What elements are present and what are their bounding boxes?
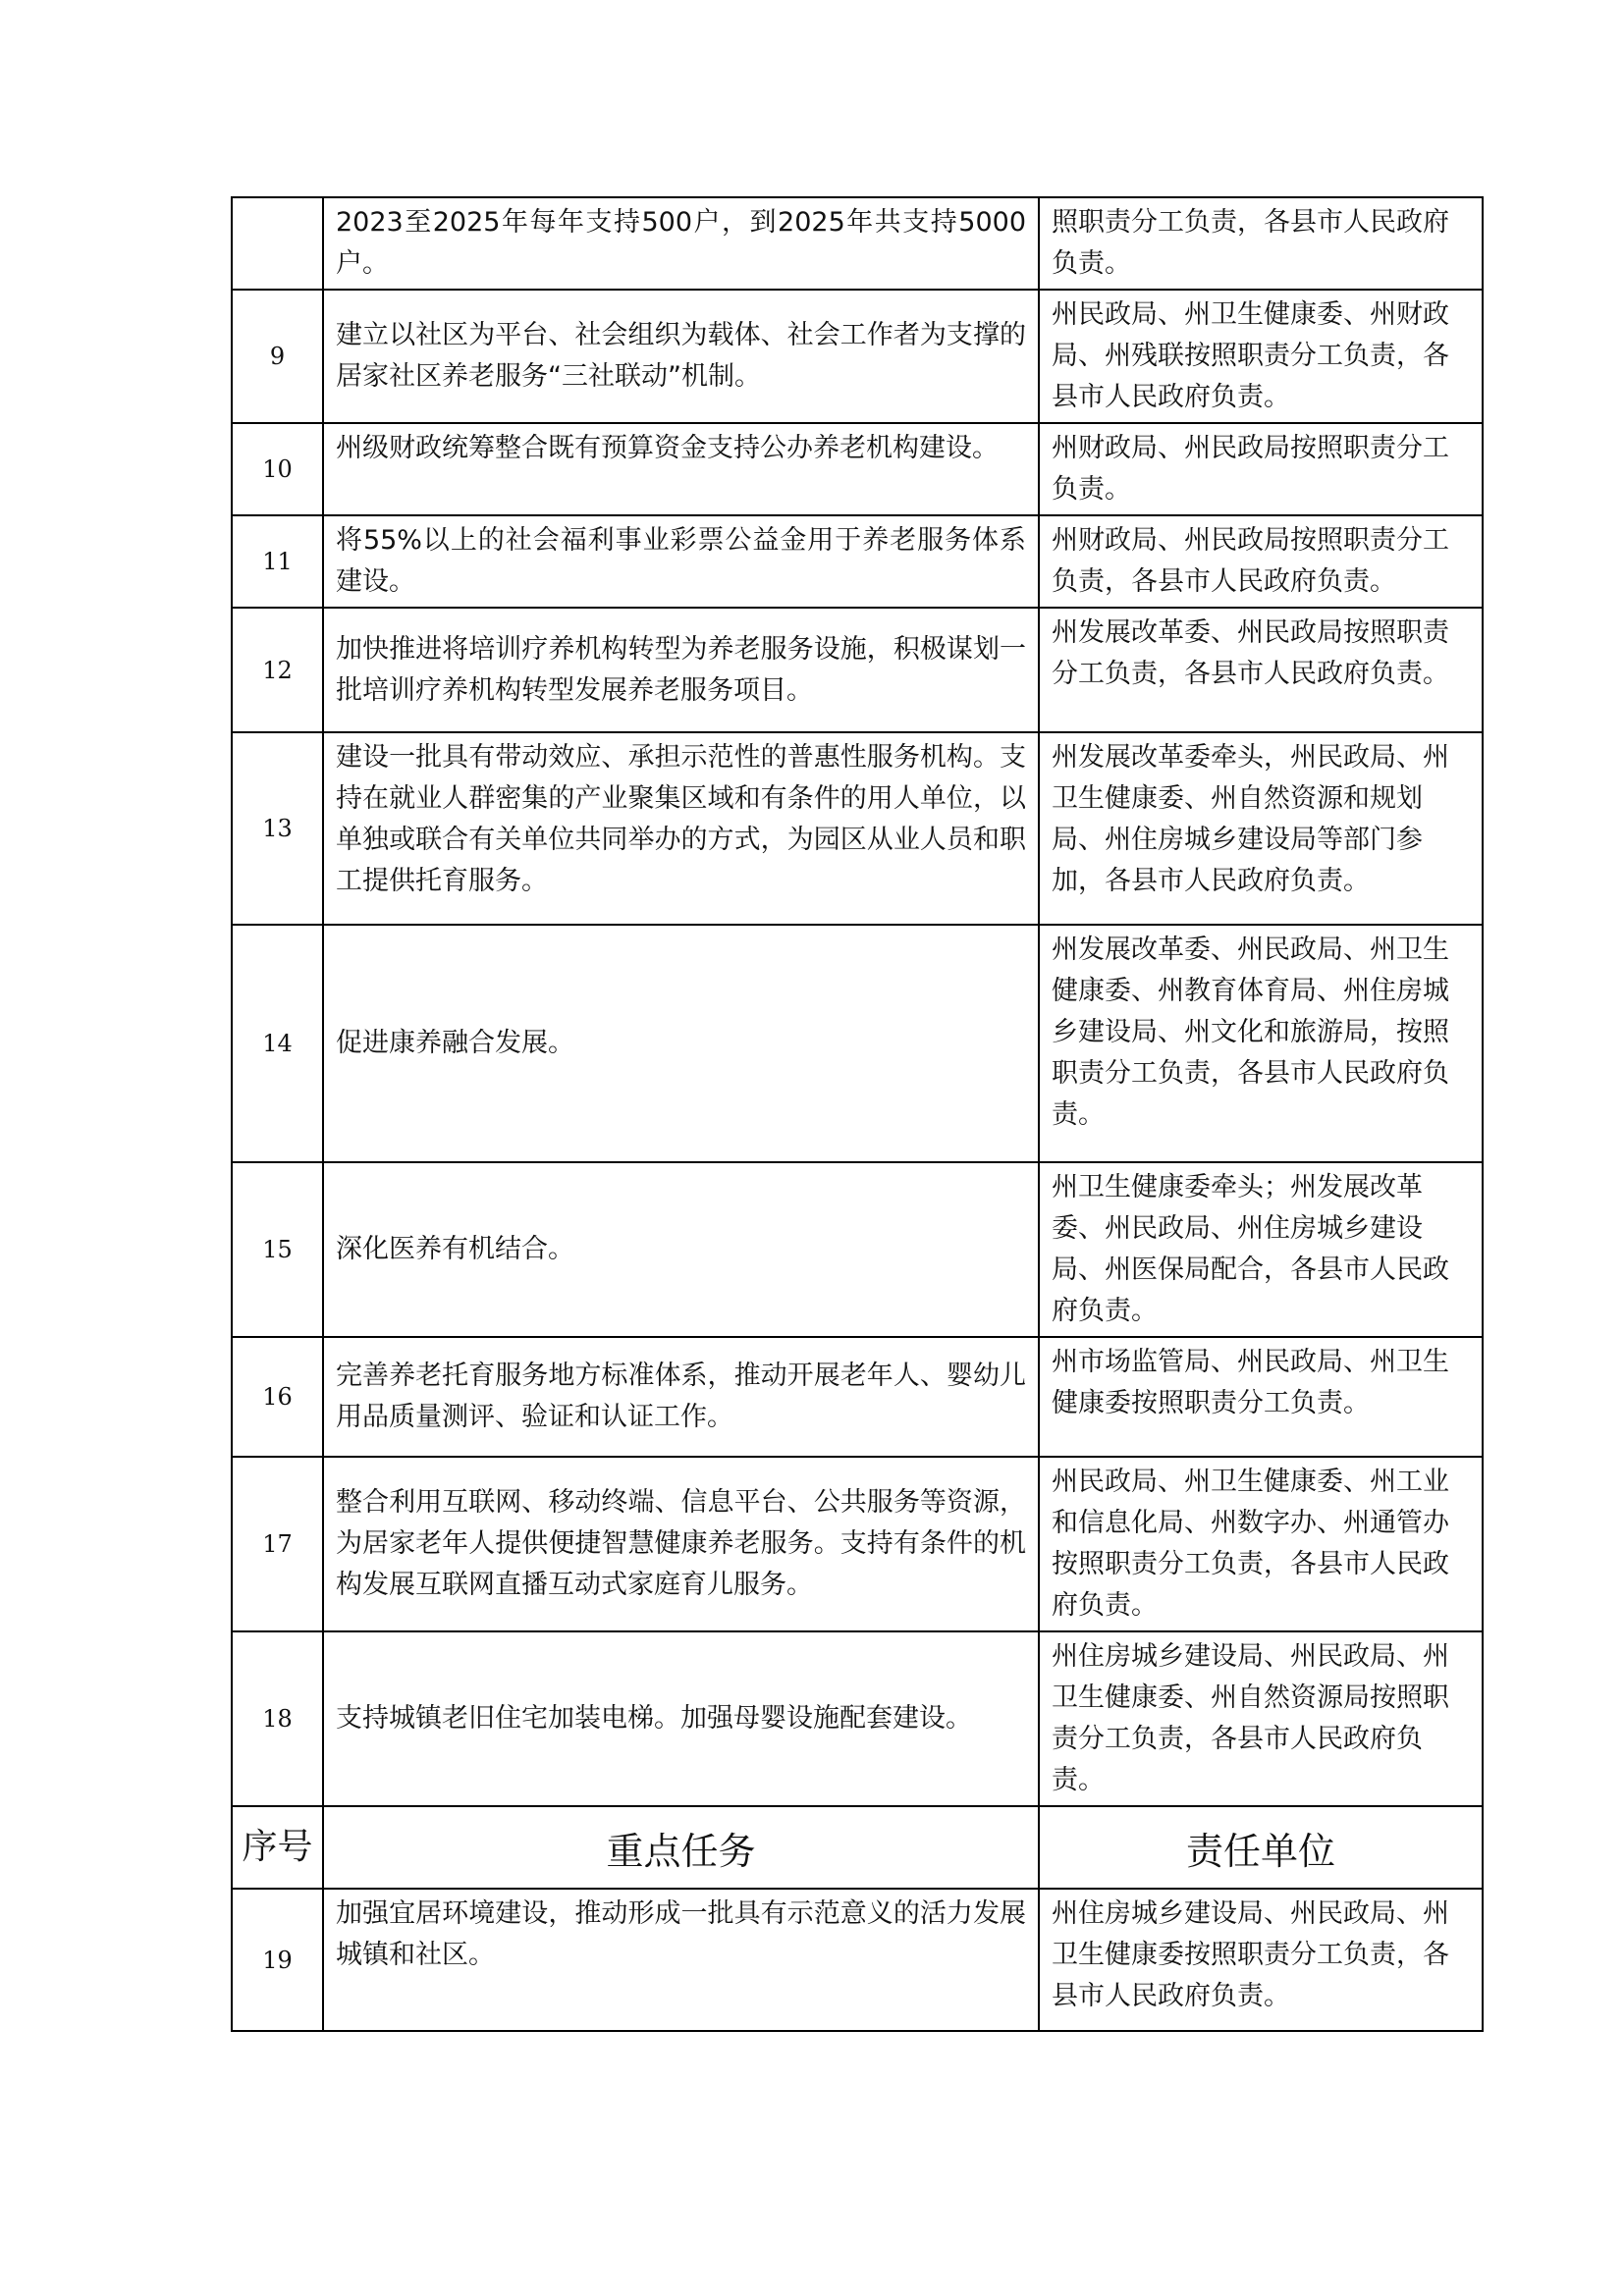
responsible-unit: 州卫生健康委牵头；州发展改革委、州民政局、州住房城乡建设局、州医保局配合，各县市人民政府负责。 xyxy=(1039,1162,1483,1337)
responsible-unit: 照职责分工负责，各县市人民政府负责。 xyxy=(1039,197,1483,290)
table-row xyxy=(232,423,1483,515)
key-task: 将55%以上的社会福利事业彩票公益金用于养老服务体系建设。 xyxy=(323,515,1039,608)
responsible-unit: 州发展改革委牵头，州民政局、州卫生健康委、州自然资源和规划局、州住房城乡建设局等部门参加，各县市人民政府负责。 xyxy=(1039,732,1483,925)
row-number: 17 xyxy=(232,1457,323,1631)
row-number: 10 xyxy=(232,423,323,515)
table-row xyxy=(232,197,1483,290)
key-task: 建设一批具有带动效应、承担示范性的普惠性服务机构。支持在就业人群密集的产业聚集区域和有条件的用人单位，以单独或联合有关单位共同举办的方式，为园区从业人员和职工提供托育服务。 xyxy=(323,732,1039,925)
row-number: 11 xyxy=(232,515,323,608)
task-table xyxy=(231,196,1484,2032)
responsible-unit: 州住房城乡建设局、州民政局、州卫生健康委按照职责分工负责，各县市人民政府负责。 xyxy=(1039,1889,1483,2031)
row-number: 14 xyxy=(232,925,323,1162)
key-task: 促进康养融合发展。 xyxy=(323,925,1039,1162)
row-number: 13 xyxy=(232,732,323,925)
table-row xyxy=(232,1162,1483,1337)
table-row xyxy=(232,1457,1483,1631)
table-row xyxy=(232,290,1483,423)
key-task: 2023至2025年每年支持500户，到2025年共支持5000户。 xyxy=(323,197,1039,290)
row-number: 15 xyxy=(232,1162,323,1337)
row-number: 16 xyxy=(232,1337,323,1457)
responsible-unit: 州财政局、州民政局按照职责分工负责。 xyxy=(1039,423,1483,515)
responsible-unit: 州财政局、州民政局按照职责分工负责，各县市人民政府负责。 xyxy=(1039,515,1483,608)
responsible-unit: 州市场监管局、州民政局、州卫生健康委按照职责分工负责。 xyxy=(1039,1337,1483,1457)
row-number xyxy=(232,197,323,290)
responsible-unit: 州住房城乡建设局、州民政局、州卫生健康委、州自然资源局按照职责分工负责，各县市人民政府负责。 xyxy=(1039,1631,1483,1806)
key-task: 加强宜居环境建设，推动形成一批具有示范意义的活力发展城镇和社区。 xyxy=(323,1889,1039,2031)
key-task: 州级财政统筹整合既有预算资金支持公办养老机构建设。 xyxy=(323,423,1039,515)
table-header-row xyxy=(232,1806,1483,1889)
table-row xyxy=(232,732,1483,925)
table-row xyxy=(232,515,1483,608)
row-number: 12 xyxy=(232,608,323,732)
row-number: 9 xyxy=(232,290,323,423)
header-serial-number: 序号 xyxy=(232,1806,323,1889)
header-key-task: 重点任务 xyxy=(323,1806,1039,1889)
responsible-unit: 州发展改革委、州民政局、州卫生健康委、州教育体育局、州住房城乡建设局、州文化和旅游局，按照职责分工负责，各县市人民政府负责。 xyxy=(1039,925,1483,1162)
table-row xyxy=(232,608,1483,732)
key-task: 支持城镇老旧住宅加装电梯。加强母婴设施配套建设。 xyxy=(323,1631,1039,1806)
row-number: 18 xyxy=(232,1631,323,1806)
key-task: 深化医养有机结合。 xyxy=(323,1162,1039,1337)
responsible-unit: 州发展改革委、州民政局按照职责分工负责，各县市人民政府负责。 xyxy=(1039,608,1483,732)
key-task: 整合利用互联网、移动终端、信息平台、公共服务等资源，为居家老年人提供便捷智慧健康养老服务。支持有条件的机构发展互联网直播互动式家庭育儿服务。 xyxy=(323,1457,1039,1631)
row-number: 19 xyxy=(232,1889,323,2031)
table-row xyxy=(232,925,1483,1162)
key-task: 完善养老托育服务地方标准体系，推动开展老年人、婴幼儿用品质量测评、验证和认证工作。 xyxy=(323,1337,1039,1457)
key-task: 建立以社区为平台、社会组织为载体、社会工作者为支撑的居家社区养老服务“三社联动”机制。 xyxy=(323,290,1039,423)
table-row xyxy=(232,1889,1483,2031)
key-task: 加快推进将培训疗养机构转型为养老服务设施，积极谋划一批培训疗养机构转型发展养老服务项目。 xyxy=(323,608,1039,732)
table-row xyxy=(232,1337,1483,1457)
responsible-unit: 州民政局、州卫生健康委、州财政局、州残联按照职责分工负责，各县市人民政府负责。 xyxy=(1039,290,1483,423)
header-responsible-unit: 责任单位 xyxy=(1039,1806,1483,1889)
table-row xyxy=(232,1631,1483,1806)
responsible-unit: 州民政局、州卫生健康委、州工业和信息化局、州数字办、州通管办按照职责分工负责，各县市人民政府负责。 xyxy=(1039,1457,1483,1631)
